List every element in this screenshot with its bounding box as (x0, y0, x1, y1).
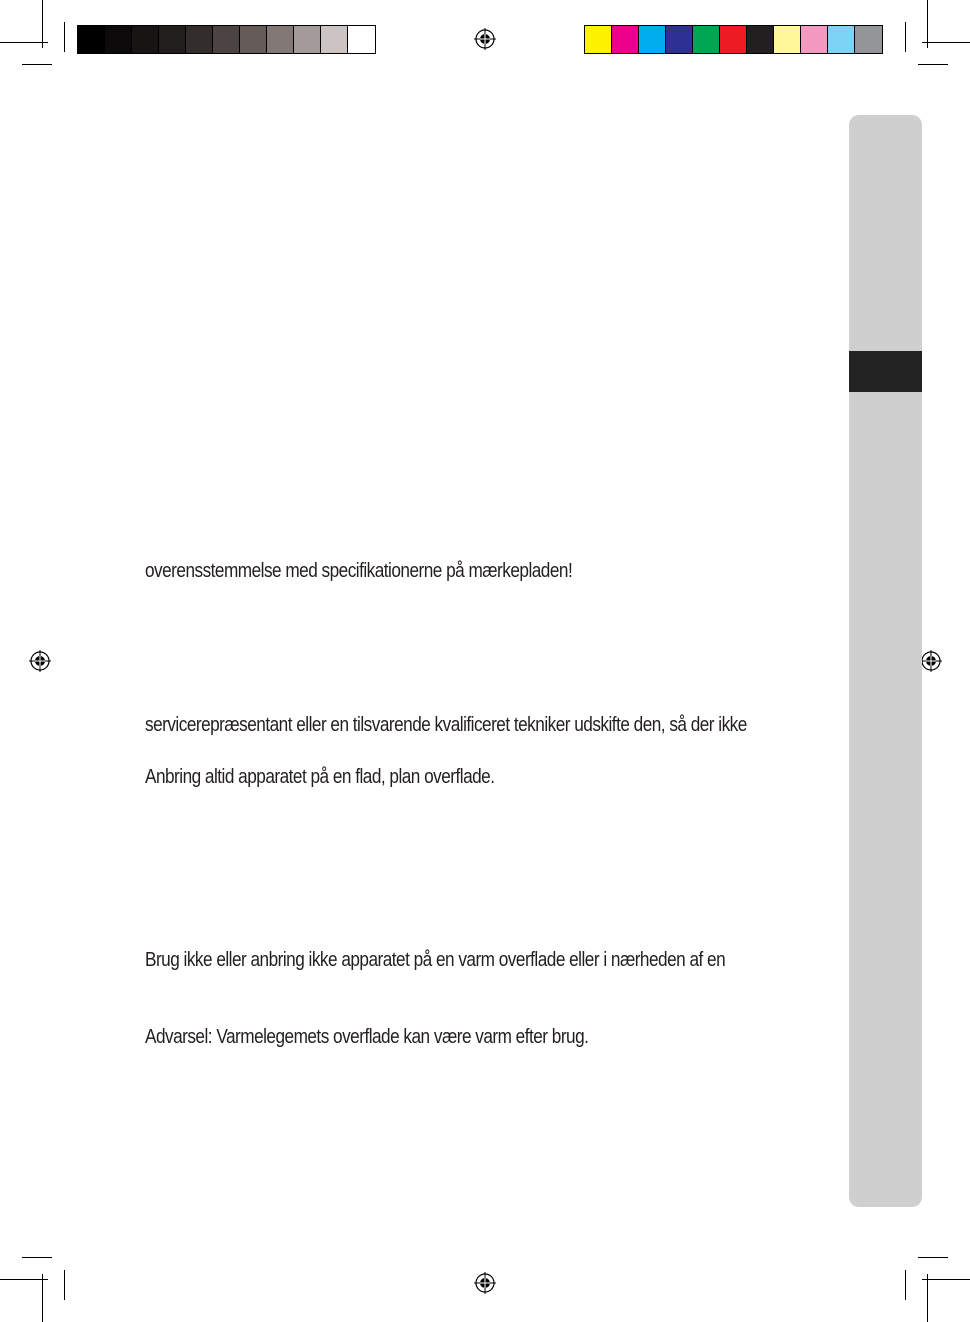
crosshair-target-icon (474, 28, 496, 50)
color-swatch-7 (774, 26, 801, 53)
crop-mark-top-left-vertical (42, 0, 43, 48)
crop-mark-bottom-right-horizontal-inner (918, 1257, 948, 1258)
text-line-flat-surface: Anbring altid apparatet på en flad, plan overflade. (145, 766, 495, 788)
gray-swatch-5 (213, 26, 240, 53)
color-swatch-9 (828, 26, 855, 53)
text-line-specifications: overensstemmelse med specifikationerne på mærkepladen! (145, 560, 573, 582)
crop-mark-top-left-horizontal (0, 42, 48, 43)
crop-mark-bottom-left-vertical-inner (64, 1270, 65, 1300)
section-side-tab (849, 115, 922, 1207)
crop-mark-bottom-left-horizontal (0, 1279, 48, 1280)
crop-mark-bottom-right-horizontal (922, 1279, 970, 1280)
gray-swatch-4 (186, 26, 213, 53)
text-line-warning: Advarsel: Varmelegemets overflade kan være varm efter brug. (145, 1026, 589, 1048)
gray-swatch-10 (348, 26, 375, 53)
crop-mark-top-right-horizontal-inner (918, 64, 948, 65)
color-swatch-0 (585, 26, 612, 53)
color-swatch-1 (612, 26, 639, 53)
gray-swatch-3 (159, 26, 186, 53)
crop-mark-bottom-left-vertical (42, 1274, 43, 1322)
section-side-tab-marker (849, 351, 922, 392)
text-line-service-representative: servicerepræsentant eller en tilsvarende kvalificeret tekniker udskifte den, så der ikke (145, 714, 747, 736)
color-swatch-5 (720, 26, 747, 53)
crop-mark-top-left-vertical-inner (64, 22, 65, 52)
gray-swatch-7 (267, 26, 294, 53)
gray-swatch-9 (321, 26, 348, 53)
crop-mark-bottom-right-vertical (927, 1274, 928, 1322)
gray-swatch-6 (240, 26, 267, 53)
color-swatch-6 (747, 26, 774, 53)
color-swatch-3 (666, 26, 693, 53)
gray-swatch-2 (132, 26, 159, 53)
color-swatch-2 (639, 26, 666, 53)
crop-mark-bottom-right-vertical-inner (905, 1270, 906, 1300)
color-swatch-4 (693, 26, 720, 53)
gray-swatch-0 (78, 26, 105, 53)
crosshair-target-icon (474, 1272, 496, 1294)
text-line-hot-surface: Brug ikke eller anbring ikke apparatet på en varm overflade eller i nærheden af en (145, 949, 726, 971)
crop-mark-bottom-left-horizontal-inner (22, 1257, 52, 1258)
crop-mark-top-right-horizontal (922, 42, 970, 43)
crop-mark-top-right-vertical-inner (905, 22, 906, 52)
color-swatch-8 (801, 26, 828, 53)
crop-mark-top-left-horizontal-inner (22, 64, 52, 65)
crosshair-target-icon (29, 650, 51, 672)
gray-swatch-8 (294, 26, 321, 53)
grayscale-calibration-strip (77, 25, 376, 54)
color-swatch-10 (855, 26, 882, 53)
crosshair-target-icon (920, 650, 942, 672)
crop-mark-top-right-vertical (927, 0, 928, 48)
color-calibration-strip (584, 25, 883, 54)
gray-swatch-1 (105, 26, 132, 53)
